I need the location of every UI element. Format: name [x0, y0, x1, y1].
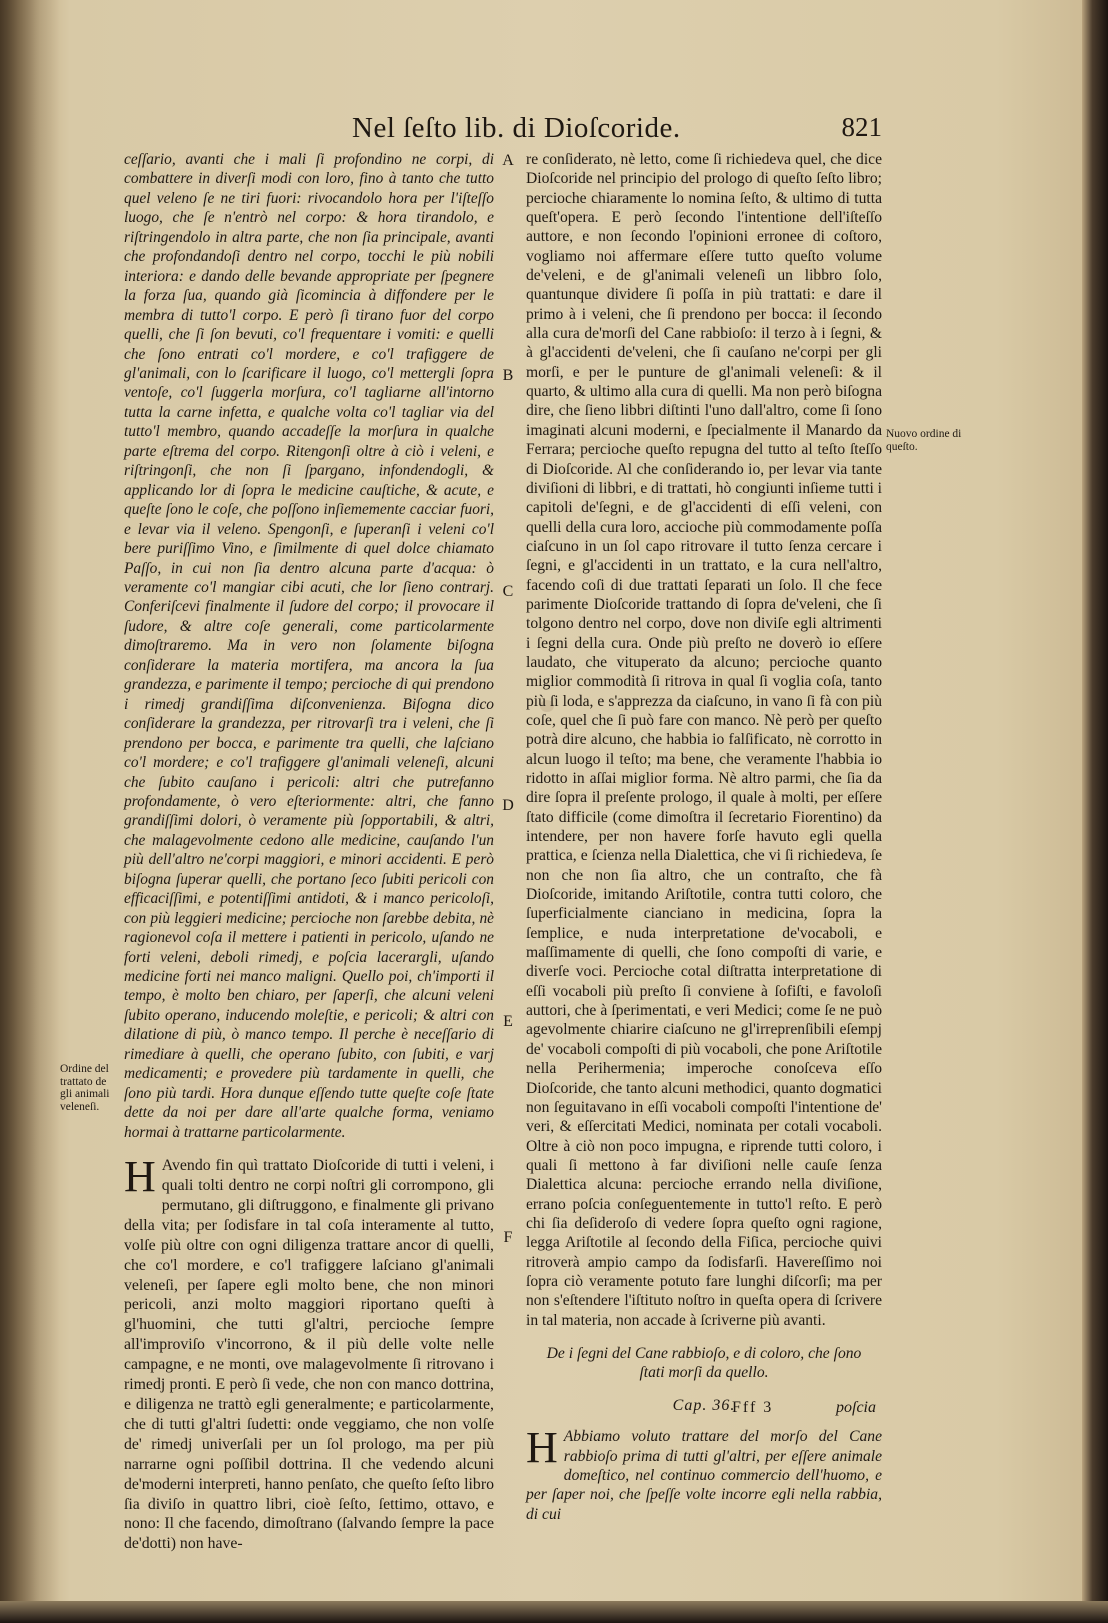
margin-letter-f: F	[503, 1229, 513, 1246]
right-column	[526, 150, 882, 1524]
catchword: poſcia	[836, 1399, 876, 1416]
margin-note-left: Ordine del trattato de gli animali veleneſi.	[60, 1063, 110, 1113]
chapter-number: Cap. 36.	[672, 1396, 736, 1414]
running-header	[352, 112, 882, 152]
margin-letter-d: D	[502, 797, 514, 814]
margin-letter-c: C	[502, 583, 514, 600]
chapter-title: De i ſegni del Cane rabbioſo, e di coloro, che ſono ſtati morſi da quello.	[546, 1344, 862, 1381]
chapter-body-text: Abbiamo voluto trattare del morſo del Cane rabbioſo prima di tutti gl'altri, per eſſere animale domeſtico, nel continuo commercio dell'huomo, e per ſaper noi, che ſpeſſe volte incorre egli nella rabbia, di cui	[526, 1428, 882, 1523]
margin-letter-b: B	[502, 367, 514, 384]
margin-letter-a: A	[502, 152, 514, 169]
margin-note-right: Nuovo ordine di queſto.	[886, 428, 962, 453]
chapter-paragraph	[526, 1423, 882, 1524]
scan-edge-right	[1082, 0, 1108, 1623]
right-body-text: re conſiderato, nè letto, come ſi richiedeva quel, che dice Dioſcoride nel principio del prologo di queſto ſeſto libro; percioche chiaramente lo nomina ſeſto, & ultimo di tutta queſt'opera. E però ſecondo l'intentione dell'iſteſſo auttore, e non ſecondo l'opinioni erronee di coſtoro, vogliamo noi affermare eſſere tutto queſto volume de'veleni, e de gl'animali veleneſi un libbro ſolo, quantunque dividere ſi poſſa in più trattati: e dare il primo à i veleni, che ſi prendono per bocca: il ſecondo alla cura de'morſi del Cane rabbioſo: il terzo à i ſegni, & à gl'accidenti de'veleni, che ſi cauſano ne'corpi per gli morſi, e per le punture de gl'animali veleneſi: & il quarto, & ultimo alla cura di quelli. Ma non però biſogna dire, che ſieno libbri diſtinti l'uno dall'altro, come ſi ſono imaginati alcuni moderni, e ſpecialmente il Manardo da Ferrara; percioche queſto repugna del tutto al teſto ſteſſo di Dioſcoride. Al che conſiderando io, per levar via tante diviſioni di libbri, e di trattati, hò congiunti inſieme tutti i capitoli de'ſegni, e de gl'accidenti di eſſi veleni, con quelli della cura loro, accioche più commodamente poſſa ciaſcuno in un ſol capo ritrovare il tutto ſenza cercare i ſegni, e gl'accidenti in un trattato, e la cura nell'altro, facendo coſi di due trattati ſeparati un ſolo. Il che fece parimente Dioſcoride trattando di ſopra de'veleni, che ſi tolgono dentro nel corpo, dove non diviſe egli altrimenti i ſegni della cura. Onde più preſto ne doverò io eſſere laudato, che vituperato da alcuno; percioche quanto miglior commodità ſi ritrova in qual ſi voglia coſa, tanto più ſi loda, e s'apprezza da ciaſcuno, in vano ſi fà con più coſe, quel che ſi può fare con manco. Nè però per queſto potrà dire alcuno, che habbia io falſificato, nè corrotto in alcun luogo il teſto; ma bene, che veramente l'habbia io ridotto in aſſai miglior forma. Nè altro parmi, che ſia da dire ſopra il preſente prologo, il quale à molti, per eſſere ſtato difficile (come dimoſtra il ſecretario Fiorentino) da intendere, per non havere forſe havuto egli quella prattica, e ſcienza nella Dialettica, che vi ſi richiedeva, ſe non che non ſia altro, che un contraſto, che fà Dioſcoride, imitando Ariſtotile, contra tutti coloro, che ſuperficialmente cianciano in medicina, ſopra la ſemplice, e nuda interpretatione de'vocaboli, e maſſimamente di quelli, che ſono compoſti di varie, e diverſe voci. Percioche cotal diſtratta interpretatione di eſſi vocaboli più preſto ſi conviene à ſofiſti, e favoloſi auttori, che à ſperimentati, e veri Medici; come ſe ne può agevolmente chiarire ciaſcuno ne gl'irreprenſibili eſempj de' vocaboli compoſti di più vocaboli, che pone Ariſtotile nella Perihermenia; imperoche conoſceva eſſo Dioſcoride, che tanto alcuni methodici, quanto dogmatici non ſeguitavano in eſſi vocaboli compoſti l'intentione de' veri, & eſſercitati Medici, nominata per cotali vocaboli. Oltre à ciò non poco impugna, e riprende tutti coloro, i quali ſi mettono à far diviſioni nelle cauſe ſenza Dialettica alcuna: percioche errando nella diviſione, errano poſcia conſeguentemente in tutto'l reſto. E però chi ſia deſideroſo di vedere ſopra queſto ogni ragione, legga Ariſtotile al ſecondo della Fiſica, percioche quivi ritroverà ampio campo da ſodisfarſi. Havereſſimo noi ſopra ciò veramente potuto fare lunghi diſcorſi; ma per non s'eſtendere l'iſtituto noſtro in queſta opera di ſcrivere in tal materia, non accade à ſcriverne più avanti.	[526, 151, 883, 1329]
binding-gutter-shadow	[0, 0, 60, 1601]
left-column	[124, 150, 494, 1554]
left-italic-text: ceſſario, avanti che i mali ſi profondino ne corpi, di combattere in diverſi modi con loro, fino à tanto che tutto quel veleno ſe ne tiri fuori: rivocandolo hora per l'iſteſſo luogo, che ſe n'entrò nel corpo: & hora tirandolo, e riſtringendolo in altra parte, che non ſia principale, avanti che profondandoſi dentro nel corpo, tocchi le più nobili interiora: e dando delle bevande appropriate per ſpegnere la forza ſua, quando già ſicomincia à diffondere per le membra di tutto'l corpo. E però ſi tirano fuor del corpo quelli, che ſi ſon bevuti, co'l frequentare i vomiti: e quelli che ſono entrati co'l mordere, e co'l trafiggere de gl'animali, con lo ſcarificare il luogo, co'l mettergli ſopra ventoſe, co'l ſuggerla morſura, co'l tagliarne all'intorno tutta la carne infetta, e qualche volta co'l tagliar via del tutto'l membro, quando accadeſſe la morſura in qualche parte eſtrema del corpo. Ritengonſi oltre à ciò i veleni, e riſtringonſi, che non ſi ſpargano, infondendogli, & applicando lor di ſopra le medicine cauſtiche, & acute, e queſte ſono le coſe, che poſſono inſiememente cacciar fuori, e levar via il veleno. Spengonſi, e ſuperanſi i veleni co'l bere puriſſimo Vino, e ſimilmente di quel dolce chiamato Paſſo, in cui non ſia dentro alcuna parte d'acqua: ò veramente co'l mangiar cibi acuti, che lor ſieno contrarj. Conferiſcevi finalmente il ſudore del corpo; il provocare il ſudore, & altre coſe generali, come particolarmente dimoſtraremo. Ma in vero non ſolamente biſogna conſiderare la materia mortifera, ma ancora la ſua grandezza, e parimente il tempo; percioche di qui prendono i rimedj grandiſſima diſconvenienza. Biſogna dico conſiderare la grandezza, per ritrovarſi tra i veleni, che ſi prendono per bocca, e parimente tra quelli, che laſciano co'l mordere; e co'l trafiggere gl'animali veleneſi, alcuni che ſubito cauſano i pericoli: altri che putrefanno profondamente, ò vero eſteriormente: altri, che fanno grandiſſimi dolori, ò veramente più ſopportabili, & altri, che malagevolmente cedono alle medicine, cauſando l'un più dell'altro ne'corpi maggiori, e minori accidenti. E però biſogna ſuperar quelli, che portano ſeco ſubiti pericoli con efficaciſſimi, e potentiſſimi antidoti, & i manco pericoloſi, con più leggieri medicine; percioche non ſarebbe debita, nè ragionevol coſa il mettere i patienti in pericolo, uſando ne forti veleni, deboli rimedj, e poſcia lacerargli, uſando medicine forti nei manco maligni. Quello poi, ch'importi il tempo, è molto ben chiaro, per ſaperſi, che alcuni veleni ſubito operano, inducendo moleſtie, e pericoli; & altri con dilatione di più, ò manco tempo. Il perche è neceſſario di rimediare à quelli, che operano ſubito, con ſubiti, e varj medicamenti; e provedere più tardamente in quelli, che ſono più tardi. Hora dunque eſſendo tutte queſte coſe ſtate dette da noi per dare all'arte qualche forma, veniamo hormai à trattarne particolarmente.	[124, 151, 494, 1141]
page-number: 821	[841, 112, 882, 142]
running-title: Nel ſeſto lib. di Dioſcoride.	[352, 112, 681, 144]
scan-edge-bottom	[0, 1601, 1108, 1623]
dropcap-letter: H	[124, 1152, 156, 1202]
left-roman-text: Avendo fin quì trattato Dioſcoride di tutti i veleni, i quali tolti dentro ne corpi noſtri gli corrompono, gli permutano, gli diſtruggono, e finalmente gli privano della vita; per ſodisfare in tal coſa interamente al tutto, volſe più oltre con ogni diligenza trattare ancor di quelli, che co'l mordere, e co'l trafiggere laſciano gl'animali veleneſi, per ſapere egli molto bene, che non minori pericoli, anzi molto maggiori riportano queſti à gl'huomini, che tutti gl'altri, percioche ſempre all'improviſo v'incorrono, & il più delle volte nelle campagne, e ne monti, ove malagevolmente ſi ritrovano i rimedj pronti. E però ſi vede, che non con manco dottrina, e diligenza ne trattò egli generalmente; e particolarmente, che di tutti gl'altri ſudetti: onde veggiamo, che non volſe de' rimedj univerſali per un ſol prologo, ma per più narrarne ogni poſſibil dottrina. Il che vedendo alcuni de'moderni interpreti, hanno penſato, che queſto ſeſto libro ſia diviſo in quattro libri, cioè ſeſto, ſettimo, ottavo, e nono: Il che facendo, dimoſtrano (ſalvando ſempre la pace de'dotti) non have-	[124, 1157, 494, 1553]
margin-letter-e: E	[503, 1013, 513, 1030]
chapter-dropcap-letter: H	[526, 1423, 558, 1473]
left-section-paragraph	[124, 1152, 494, 1554]
signature-mark: Fff 3	[732, 1399, 774, 1416]
page-footer	[732, 1399, 882, 1421]
